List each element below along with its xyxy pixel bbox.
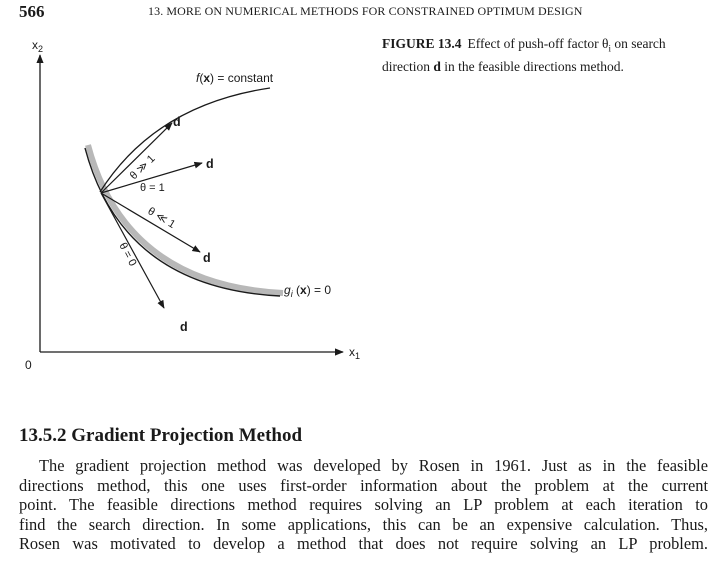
- figure-label: FIGURE 13.4: [382, 36, 462, 51]
- origin-label: 0: [25, 358, 32, 372]
- caption-text: Effect of push-off factor θ: [467, 36, 609, 51]
- section-heading: 13.5.2 Gradient Projection Method: [19, 425, 303, 446]
- objective-contour-label: f(x) = constant: [196, 71, 274, 85]
- caption-text: in the feasible directions method.: [440, 58, 624, 74]
- x-axis-label: $x_1$: [349, 345, 361, 361]
- y-axis-label: $x_2$: [32, 38, 44, 54]
- direction-theta-small: [101, 193, 200, 252]
- theta-zero-label: θ = 0: [116, 240, 139, 269]
- paragraph-line: point. The feasible directions method requires solving an LP problem at each iteration to: [19, 495, 708, 515]
- theta-small-label: θ ≪ 1: [145, 205, 178, 231]
- figure-13-4: [0, 30, 380, 390]
- direction-label-d: d: [206, 157, 214, 171]
- paragraph-line: find the search direction. In some applications, this can be an expensive calculation. Thus,: [19, 514, 708, 534]
- caption-subscript: i: [608, 43, 611, 54]
- constraint-boundary-curve: [85, 148, 280, 296]
- page-number: 566: [19, 2, 45, 21]
- caption-bold-d: d: [433, 58, 441, 74]
- paragraph-line: Rosen was motivated to develop a method that does not require solving an LP problem.: [19, 534, 708, 554]
- body-paragraph: [19, 456, 708, 554]
- figure-caption: [382, 35, 712, 75]
- theta-one-label: θ = 1: [140, 182, 165, 194]
- running-head: 13. MORE ON NUMERICAL METHODS FOR CONSTRAINED OPTIMUM DESIGN: [148, 4, 583, 18]
- constraint-label: $g_i$ (x) = 0: [284, 283, 332, 299]
- theta-large-label: θ ≫ 1: [127, 152, 158, 183]
- paragraph-line: The gradient projection method was developed by Rosen in 1961. Just as in the feasible: [39, 456, 708, 475]
- objective-contour-curve: [100, 88, 270, 192]
- feasible-directions-diagram: [0, 30, 380, 390]
- caption-text: on search direction: [382, 36, 666, 74]
- paragraph-line: directions method, this one uses first-order information about the problem at the current: [19, 475, 708, 495]
- direction-label-d: d: [180, 320, 188, 334]
- direction-label-d: d: [173, 115, 181, 129]
- direction-label-d: d: [203, 251, 211, 265]
